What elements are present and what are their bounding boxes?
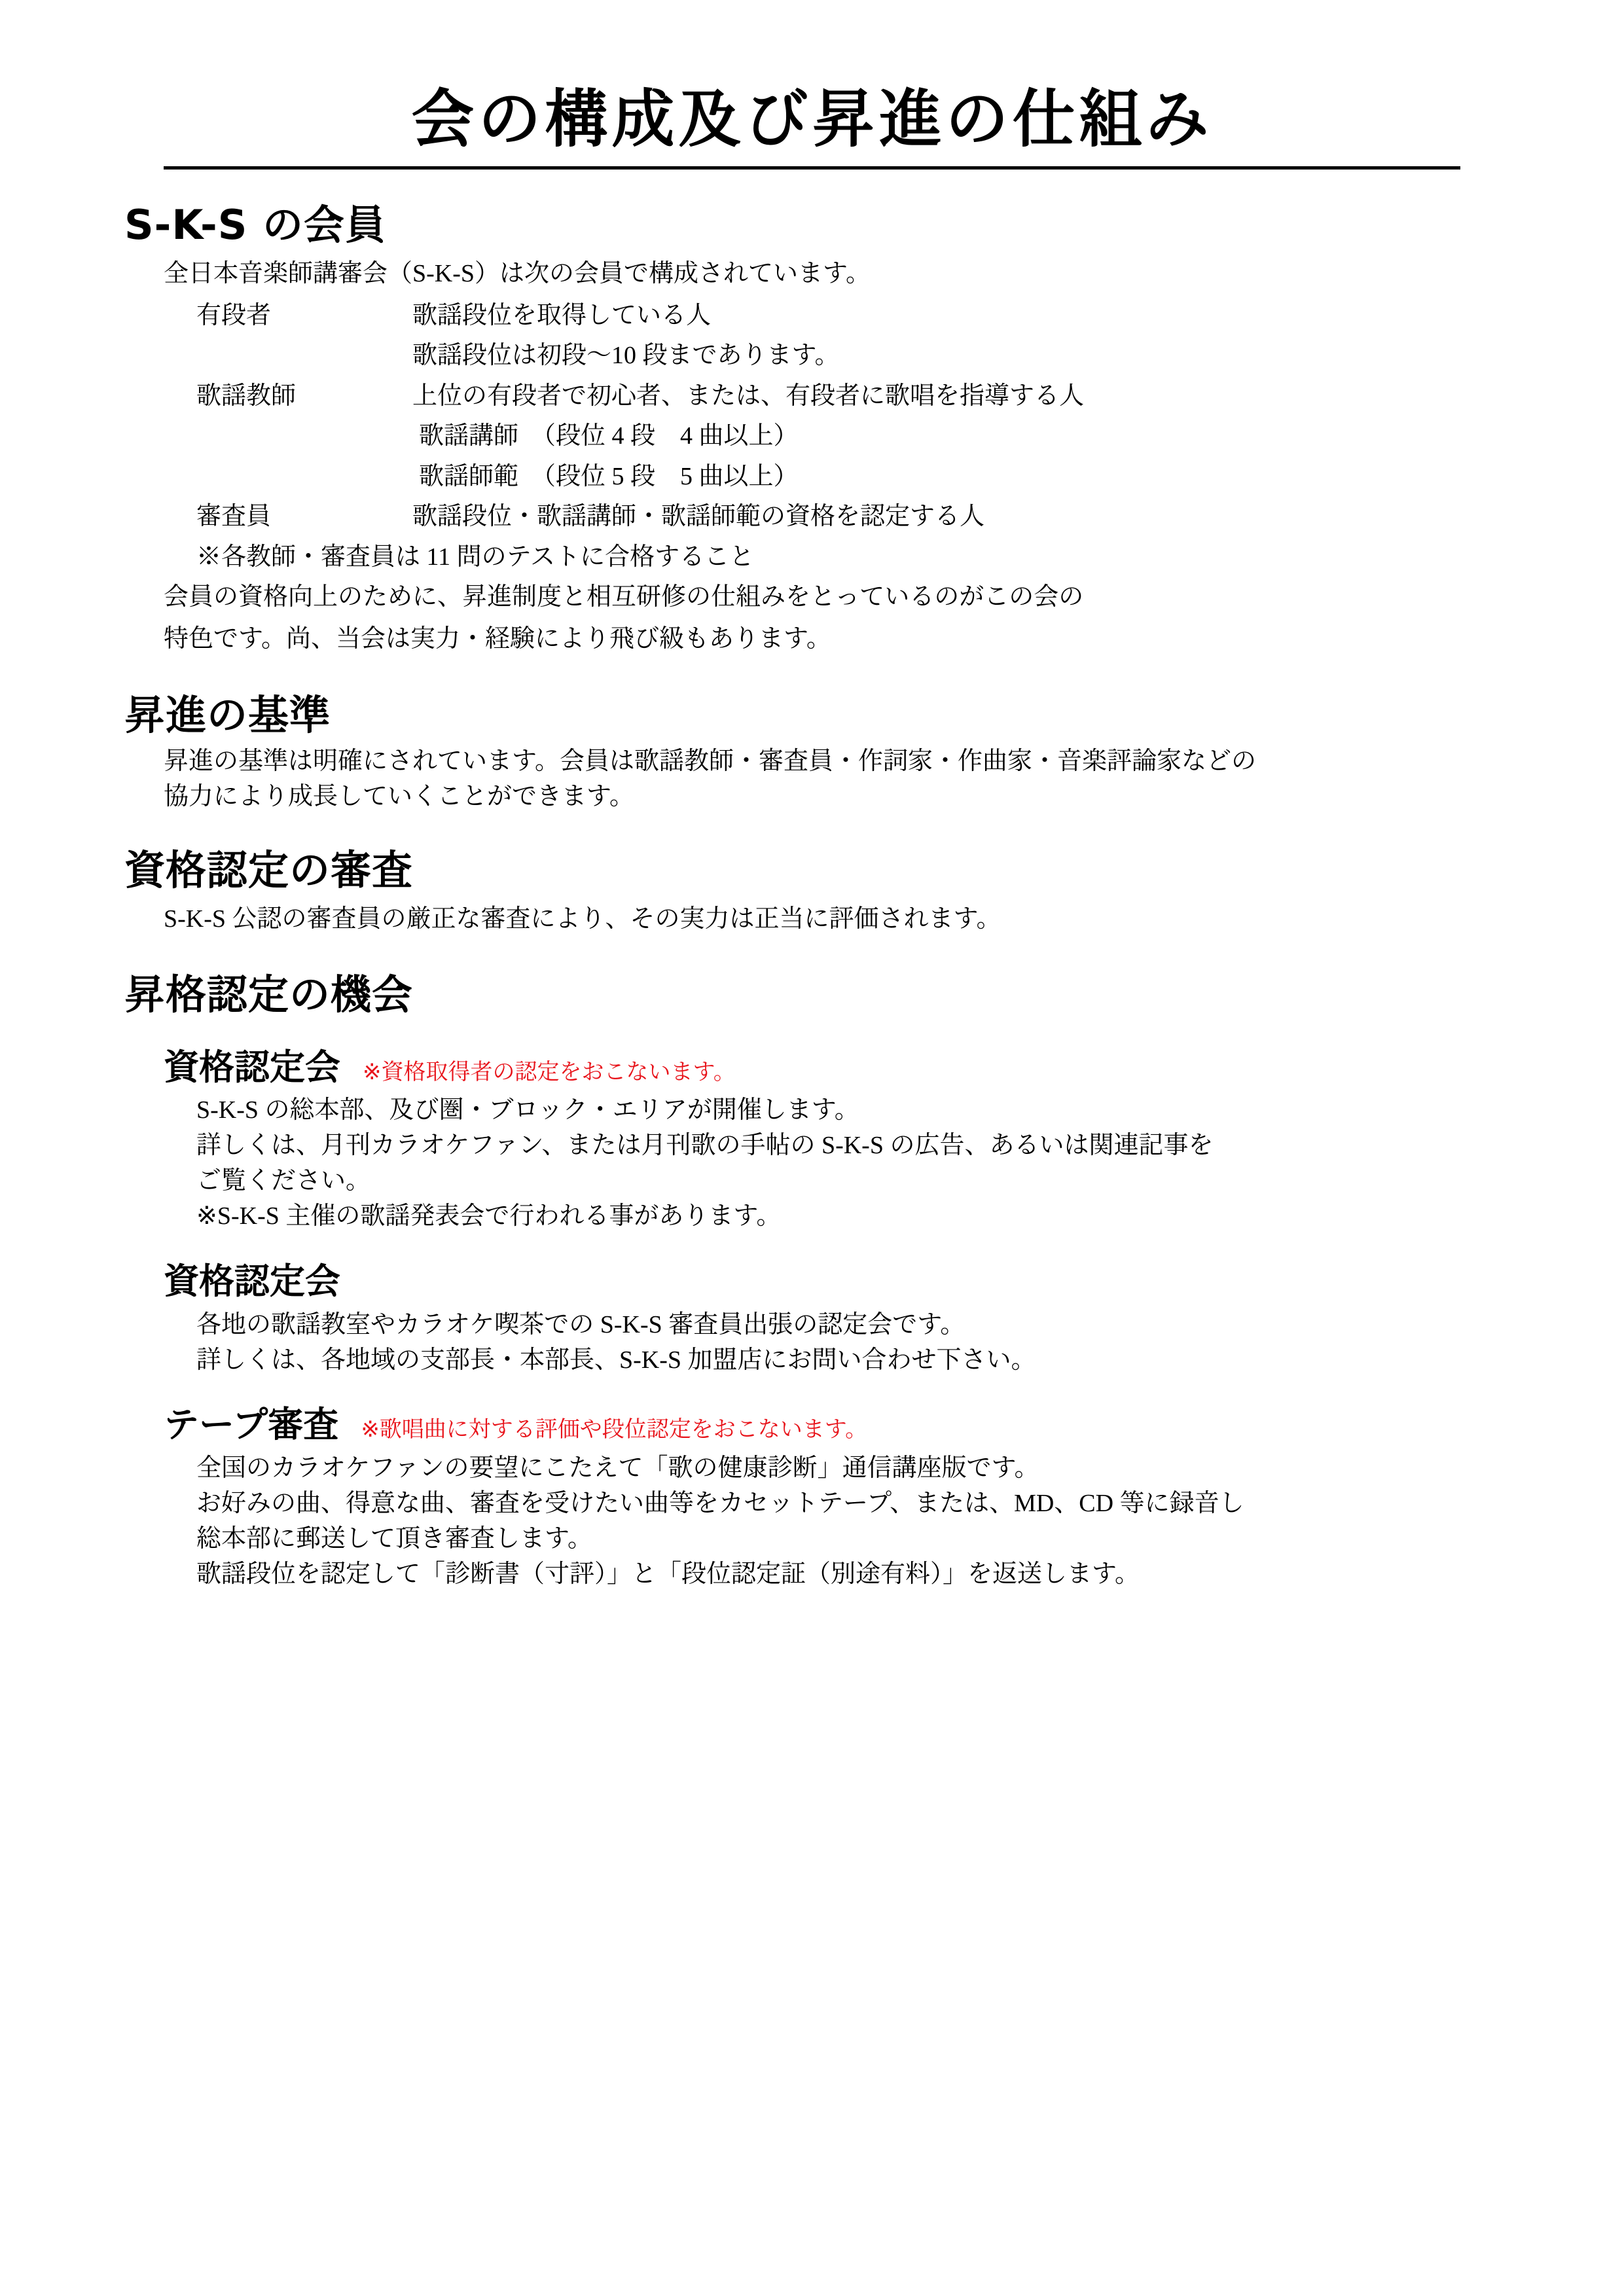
tape-review-line-1: 全国のカラオケファンの要望にこたえて「歌の健康診断」通信講座版です。 xyxy=(196,1454,1039,1482)
qualification-meeting-1-line-4: ※S-K-S 主催の歌謡発表会で行われる事があります。 xyxy=(196,1202,782,1230)
members-note: ※各教師・審査員は 11 問のテストに合格すること xyxy=(196,543,755,571)
tape-review-line-4: 歌謡段位を認定して「診断書（寸評）」と「段位認定証（別途有料）」を返送します。 xyxy=(196,1560,1140,1588)
section-heading-members: S-K-S の会員 xyxy=(124,200,387,249)
definition-subnote: 歌謡師範 （段位 5 段 5 曲以上） xyxy=(419,462,799,490)
qualification-meeting-1-line-2: 詳しくは、月刊カラオケファン、または月刊歌の手帖の S-K-S の広告、あるいは関連記事を xyxy=(196,1132,1214,1160)
definition-row-yudansha xyxy=(196,296,1526,336)
subsection-heading-qualification-meeting-1 xyxy=(164,1045,1526,1090)
members-intro: 全日本音楽師講審会（S-K-S）は次の会員で構成されています。 xyxy=(164,260,871,288)
qualification-meeting-1-line-3: ご覧ください。 xyxy=(196,1167,371,1195)
section-heading-promotion-standard: 昇進の基準 xyxy=(124,691,331,739)
subsection-title: 資格認定会 xyxy=(164,1261,340,1302)
definition-description: 上位の有段者で初心者、または、有段者に歌唱を指導する人 xyxy=(412,382,1085,410)
members-closing-line-1: 会員の資格向上のために、昇進制度と相互研修の仕組みをとっているのがこの会の xyxy=(164,583,1084,611)
certification-exam-line-1: S-K-S 公認の審査員の厳正な審査により、その実力は正当に評価されます。 xyxy=(164,905,1001,933)
definition-description: 歌謡段位を取得している人 xyxy=(412,301,712,329)
subsection-heading-tape-review xyxy=(164,1403,1526,1447)
subsection-title: 資格認定会 xyxy=(164,1046,340,1088)
definition-description: 歌謡段位・歌謡講師・歌謡師範の資格を認定する人 xyxy=(412,503,985,531)
promotion-standard-line-2: 協力により成長していくことができます。 xyxy=(164,783,634,811)
definition-term: 有段者 xyxy=(196,301,272,329)
tape-review-line-3: 総本部に郵送して頂き審査します。 xyxy=(196,1524,592,1552)
members-closing-line-2: 特色です。尚、当会は実力・経験により飛び級もあります。 xyxy=(164,625,831,653)
subsection-note: ※歌唱曲に対する評価や段位認定をおこないます。 xyxy=(361,1417,868,1443)
promotion-standard-line-1: 昇進の基準は明確にされています。会員は歌謡教師・審査員・作詞家・作曲家・音楽評論家などの xyxy=(164,747,1256,776)
definition-subnote: 歌謡段位は初段〜10 段まであります。 xyxy=(412,342,840,370)
subsection-heading-qualification-meeting-2 xyxy=(164,1259,1526,1304)
qualification-meeting-1-line-1: S-K-S の総本部、及び圏・ブロック・エリアが開催します。 xyxy=(196,1096,859,1124)
title-divider xyxy=(164,166,1460,170)
definition-term: 審査員 xyxy=(196,503,272,531)
section-heading-certification-exam: 資格認定の審査 xyxy=(124,846,414,894)
subsection-title: テープ審査 xyxy=(164,1404,339,1446)
definition-row-kayokyoshi xyxy=(196,376,1526,417)
definition-row-shinsain xyxy=(196,497,1526,537)
qualification-meeting-2-line-1: 各地の歌謡教室やカラオケ喫茶での S-K-S 審査員出張の認定会です。 xyxy=(196,1310,965,1338)
page-title: 会の構成及び昇進の仕組み xyxy=(411,82,1213,156)
definition-subnote: 歌謡講師 （段位 4 段 4 曲以上） xyxy=(419,422,799,450)
subsection-note: ※資格取得者の認定をおこないます。 xyxy=(363,1059,736,1085)
qualification-meeting-2-line-2: 詳しくは、各地域の支部長・本部長、S-K-S 加盟店にお問い合わせ下さい。 xyxy=(196,1346,1036,1374)
section-heading-promotion-opportunity: 昇格認定の機会 xyxy=(124,971,414,1019)
tape-review-line-2: お好みの曲、得意な曲、審査を受けたい曲等をカセットテープ、または、MD、CD 等に録音し xyxy=(196,1489,1244,1517)
definition-term: 歌謡教師 xyxy=(196,382,297,410)
